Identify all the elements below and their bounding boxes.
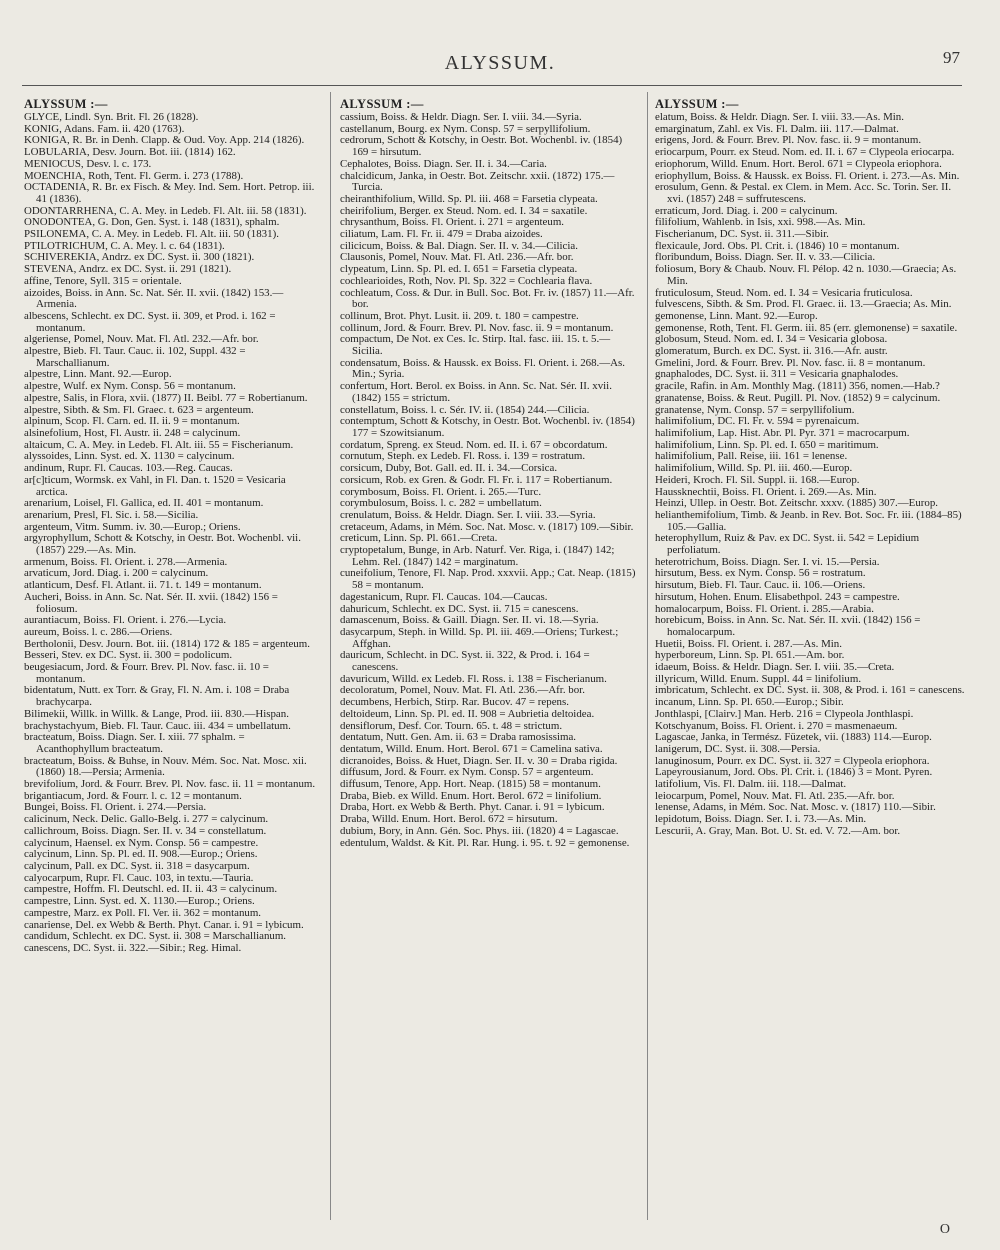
index-entry: brachystachyum, Bieb. Fl. Taur. Cauc. iii. 434 = umbellatum.	[24, 719, 291, 732]
index-entry: argenteum, Vitm. Summ. iv. 30.—Europ.; Oriens.	[24, 520, 241, 533]
index-entry: Clausonis, Pomel, Nouv. Mat. Fl. Atl. 236.—Afr. bor.	[340, 251, 574, 264]
index-entry: cretaceum, Adams, in Mém. Soc. Nat. Mosc. v. (1817) 109.—Sibir.	[340, 520, 634, 533]
index-entry: canescens, DC. Syst. ii. 322.—Sibir.; Reg. Himal.	[24, 941, 242, 954]
index-entry: ONODONTEA, G. Don, Gen. Syst. i. 148 (1831), sphalm.	[24, 216, 280, 229]
index-entry: heterotrichum, Boiss. Diagn. Ser. I. vi. 15.—Persia.	[655, 555, 880, 568]
index-entry: Bilimekii, Willk. in Willk. & Lange, Prod. iii. 830.—Hispan.	[24, 707, 289, 720]
page-header	[0, 0, 1000, 86]
index-entry: campestre, Hoffm. Fl. Deutschl. ed. II. ii. 43 = calycinum.	[24, 883, 278, 896]
index-entry: ciliatum, Lam. Fl. Fr. ii. 479 = Draba aizoides.	[340, 228, 543, 241]
index-entry: homalocarpum, Boiss. Fl. Orient. i. 285.—Arabia.	[655, 602, 874, 615]
index-entry: erraticum, Jord. Diag. i. 200 = calycinum.	[655, 204, 838, 217]
index-entry: halimifolium, Lap. Hist. Abr. Pl. Pyr. 371 = macrocarpum.	[655, 426, 910, 439]
index-entry: MOENCHIA, Roth, Tent. Fl. Germ. i. 273 (1788).	[24, 169, 244, 182]
index-entry: lenense, Adams, in Mém. Soc. Nat. Mosc. v. (1817) 110.—Sibir.	[655, 801, 936, 814]
index-entry: cuneifolium, Tenore, Fl. Nap. Prod. xxxvii. App.; Cat. Neap. (1815) 58 = montanum.	[340, 567, 636, 592]
index-entry: corsicum, Duby, Bot. Gall. ed. II. i. 34.—Corsica.	[340, 462, 558, 475]
index-entry: crenulatum, Boiss. & Heldr. Diagn. Ser. I. viii. 33.—Syria.	[340, 508, 596, 521]
index-entry: SCHIVEREKIA, Andrz. ex DC. Syst. ii. 300 (1821).	[24, 251, 255, 264]
index-entry: campestre, Linn. Syst. ed. X. 1130.—Europ.; Oriens.	[24, 895, 255, 908]
index-entry: lanigerum, DC. Syst. ii. 308.—Persia.	[655, 742, 821, 755]
index-entry: Lagascae, Janka, in Termész. Füzetek, vii. (1883) 114.—Europ.	[655, 731, 932, 744]
index-entry: heterophyllum, Ruiz & Pav. ex DC. Syst. ii. 542 = Lepidium perfoliatum.	[655, 532, 920, 557]
index-entry: leiocarpum, Pomel, Nouv. Mat. Fl. Atl. 235.—Afr. bor.	[655, 789, 895, 802]
index-entry: Gmelini, Jord. & Fourr. Brev. Pl. Nov. fasc. ii. 8 = montanum.	[655, 356, 926, 369]
index-entry: alyssoides, Linn. Syst. ed. X. 1130 = calycinum.	[24, 450, 235, 463]
index-entry: latifolium, Vis. Fl. Dalm. iii. 118.—Dalmat.	[655, 778, 847, 791]
index-entry: campestre, Marz. ex Poll. Fl. Ver. ii. 362 = montanum.	[24, 906, 262, 919]
index-entry: Cephalotes, Boiss. Diagn. Ser. II. i. 34.—Caria.	[340, 157, 547, 170]
index-entry: edentulum, Waldst. & Kit. Pl. Rar. Hung. i. 95. t. 92 = gemonense.	[340, 836, 630, 849]
index-entry: gemonense, Linn. Mant. 92.—Europ.	[655, 309, 818, 322]
column-heading: ALYSSUM :—	[655, 97, 739, 111]
column-heading: ALYSSUM :—	[340, 97, 424, 111]
index-entry: cochlearioides, Roth, Nov. Pl. Sp. 322 = Cochlearia flava.	[340, 274, 593, 287]
index-entry: Jonthlaspi, [Clairv.] Man. Herb. 216 = Clypeola Jonthlaspi.	[655, 707, 914, 720]
header-rule	[22, 85, 962, 86]
index-entry: imbricatum, Schlecht. ex DC. Syst. ii. 308, & Prod. i. 161 = canescens.	[655, 684, 965, 697]
index-entry: erigens, Jord. & Fourr. Brev. Pl. Nov. fasc. ii. 9 = montanum.	[655, 134, 922, 147]
index-entry: confertum, Hort. Berol. ex Boiss. in Ann. Sc. Nat. Sér. II. xvii. (1842) 155 = strictum.	[340, 380, 612, 404]
index-entry: GLYCE, Lindl. Syn. Brit. Fl. 26 (1828).	[24, 111, 199, 123]
index-entry: filifolium, Wahlenb. in Isis, xxi. 998.—As. Min.	[655, 216, 866, 229]
index-entry: gracile, Rafin. in Am. Monthly Mag. (1811) 356, nomen.—Hab.?	[655, 380, 940, 393]
index-entry: gemonense, Roth, Tent. Fl. Germ. iii. 85 (err. glemonense) = saxatile.	[655, 321, 958, 334]
index-entry: hyperboreum, Linn. Sp. Pl. 651.—Am. bor.	[655, 649, 845, 662]
index-entry: callichroum, Boiss. Diagn. Ser. II. v. 34 = constellatum.	[24, 824, 267, 837]
index-entry: Fischerianum, DC. Syst. ii. 311.—Sibir.	[655, 228, 829, 241]
index-entry: granatense, Nym. Consp. 57 = serpyllifolium.	[655, 403, 855, 416]
index-entry: globosum, Steud. Nom. ed. I. 34 = Vesicaria globosa.	[655, 333, 888, 346]
index-entry: hirsutum, Hohen. Enum. Elisabethpol. 243 = campestre.	[655, 590, 900, 603]
index-entry: aizoides, Boiss. in Ann. Sc. Nat. Sér. II. xvii. (1842) 153.—Armenia.	[24, 286, 284, 311]
index-entry: decoloratum, Pomel, Nouv. Mat. Fl. Atl. 236.—Afr. bor.	[340, 684, 585, 697]
index-entry: collinum, Brot. Phyt. Lusit. ii. 209. t. 180 = campestre.	[340, 309, 579, 322]
index-entry: hirsutum, Bess. ex Nym. Consp. 56 = rostratum.	[655, 567, 866, 580]
index-entry: glomeratum, Burch. ex DC. Syst. ii. 316.—Afr. austr.	[655, 345, 888, 358]
index-entry: hirsutum, Bieb. Fl. Taur. Cauc. ii. 106.—Oriens.	[655, 579, 866, 592]
index-entry: cryptopetalum, Bunge, in Arb. Naturf. Ver. Riga, i. (1847) 142; Lehm. Rel. (1847) 142 = marginatum.	[340, 544, 615, 568]
index-entry: Besseri, Stev. ex DC. Syst. ii. 300 = podolicum.	[24, 649, 233, 662]
index-entry: cassium, Boiss. & Heldr. Diagn. Ser. I. viii. 34.—Syria.	[340, 111, 582, 123]
index-entry: Draba, Willd. Enum. Hort. Berol. 672 = hirsutum.	[340, 813, 558, 826]
index-entry: dentatum, Willd. Enum. Hort. Berol. 671 = Camelina sativa.	[340, 742, 603, 755]
index-entry: armenum, Boiss. Fl. Orient. i. 278.—Armenia.	[24, 555, 228, 568]
index-entry: Haussknechtii, Boiss. Fl. Orient. i. 269.—As. Min.	[655, 485, 877, 498]
index-entry: candidum, Schlecht. ex DC. Syst. ii. 308 = Marschallianum.	[24, 930, 287, 943]
index-entry: floribundum, Boiss. Diagn. Ser. II. v. 33.—Cilicia.	[655, 251, 876, 264]
column-divider	[647, 92, 648, 1220]
index-entry: chalcidicum, Janka, in Oestr. Bot. Zeitschr. xxii. (1872) 175.—Turcia.	[340, 169, 615, 194]
index-entry: cilicicum, Boiss. & Bal. Diagn. Ser. II. v. 34.—Cilicia.	[340, 239, 578, 252]
page-number: 97	[943, 48, 960, 67]
index-entry: lanuginosum, Pourr. ex DC. Syst. ii. 327 = Clypeola eriophora.	[655, 754, 930, 767]
index-entry: calycinum, Linn. Sp. Pl. ed. II. 908.—Europ.; Oriens.	[24, 848, 258, 861]
index-entry: damascenum, Boiss. & Gaill. Diagn. Ser. II. vi. 18.—Syria.	[340, 614, 599, 627]
index-entry: arvaticum, Jord. Diag. i. 200 = calycinum.	[24, 567, 209, 580]
index-entry: cheiranthifolium, Willd. Sp. Pl. iii. 468 = Farsetia clypeata.	[340, 192, 598, 205]
index-entry: eriophorum, Willd. Enum. Hort. Berol. 671 = Clypeola eriophora.	[655, 157, 942, 170]
index-entry: OCTADENIA, R. Br. ex Fisch. & Mey. Ind. Sem. Hort. Petrop. iii. 41 (1836).	[24, 181, 315, 205]
index-entry: eriocarpum, Pourr. ex Steud. Nom. ed. II. i. 67 = Clypeola eriocarpa.	[655, 146, 955, 159]
index-entry: ar[c]ticum, Wormsk. ex Vahl, in Fl. Dan. t. 1520 = Vesicaria arctica.	[24, 473, 286, 498]
column-3	[655, 97, 965, 1242]
index-entry: dasycarpum, Steph. in Willd. Sp. Pl. iii. 469.—Oriens; Turkest.; Affghan.	[340, 625, 619, 650]
index-entry: alpestre, Sibth. & Sm. Fl. Graec. t. 623 = argenteum.	[24, 403, 254, 416]
index-entry: argyrophyllum, Schott & Kotschy, in Oestr. Bot. Wochenbl. vii. (1857) 229.—As. Min.	[24, 532, 301, 557]
index-entry: horebicum, Boiss. in Ann. Sc. Nat. Sér. II. xvii. (1842) 156 = homalocarpum.	[655, 614, 921, 638]
index-entry: clypeatum, Linn. Sp. Pl. ed. I. 651 = Farsetia clypeata.	[340, 263, 578, 276]
index-entry: illyricum, Willd. Enum. Suppl. 44 = linifolium.	[655, 672, 862, 685]
index-entry: Aucheri, Boiss. in Ann. Sc. Nat. Sér. II. xvii. (1842) 156 = foliosum.	[24, 590, 278, 615]
index-entry: cheirifolium, Berger. ex Steud. Nom. ed. I. 34 = saxatile.	[340, 204, 588, 217]
index-entry: alsinefolium, Host, Fl. Austr. ii. 248 = calycinum.	[24, 426, 241, 439]
index-entry: arenarium, Presl, Fl. Sic. i. 58.—Sicilia.	[24, 508, 199, 521]
index-entry: dauricum, Schlecht. in DC. Syst. ii. 322, & Prod. i. 164 = canescens.	[340, 649, 590, 674]
index-entry: MENIOCUS, Desv. l. c. 173.	[24, 157, 152, 170]
index-entry: castellanum, Bourg. ex Nym. Consp. 57 = serpyllifolium.	[340, 122, 591, 135]
index-entry: dubium, Bory, in Ann. Gén. Soc. Phys. iii. (1820) 4 = Lagascae.	[340, 824, 619, 837]
index-entry: alpinum, Scop. Fl. Carn. ed. II. ii. 9 = montanum.	[24, 415, 240, 428]
index-entry: collinum, Jord. & Fourr. Brev. Pl. Nov. fasc. ii. 9 = montanum.	[340, 321, 614, 334]
index-entry: corsicum, Rob. ex Gren. & Godr. Fl. Fr. i. 117 = Robertianum.	[340, 473, 613, 486]
index-entry: albescens, Schlecht. ex DC. Syst. ii. 309, et Prod. i. 162 = montanum.	[24, 309, 276, 334]
index-entry: bracteatum, Boiss. & Buhse, in Nouv. Mém. Soc. Nat. Mosc. xii. (1860) 18.—Persia; Armenia.	[24, 754, 307, 779]
index-entry: Bungei, Boiss. Fl. Orient. i. 274.—Persia.	[24, 801, 207, 814]
index-entry: chrysanthum, Boiss. Fl. Orient. i. 271 = argenteum.	[340, 216, 565, 229]
index-entry: alpestre, Linn. Mant. 92.—Europ.	[24, 368, 172, 381]
index-entry: Kotschyanum, Boiss. Fl. Orient. i. 270 = masmenaeum.	[655, 719, 898, 732]
index-entry: aurantiacum, Boiss. Fl. Orient. i. 276.—Lycia.	[24, 614, 227, 627]
index-entry: halimifolium, DC. Fl. Fr. v. 594 = pyrenaicum.	[655, 415, 860, 428]
index-entry: KONIG, Adans. Fam. ii. 420 (1763).	[24, 122, 185, 135]
index-entry: contemptum, Schott & Kotschy, in Oestr. Bot. Wochenbl. iv. (1854) 177 = Szowitsianum.	[340, 415, 635, 439]
index-entry: Heinzi, Ullep. in Oestr. Bot. Zeitschr. xxxv. (1885) 307.—Europ.	[655, 497, 939, 510]
index-entry: PSILONEMA, C. A. Mey. in Ledeb. Fl. Alt. iii. 50 (1831).	[24, 228, 279, 241]
index-entry: Bertholonii, Desv. Journ. Bot. iii. (1814) 172 & 185 = argenteum.	[24, 637, 310, 650]
running-title: ALYSSUM.	[444, 52, 556, 74]
index-entry: affine, Tenore, Syll. 315 = orientale.	[24, 274, 182, 287]
index-entry: cornutum, Steph. ex Ledeb. Fl. Ross. i. 139 = rostratum.	[340, 450, 586, 463]
column-heading: ALYSSUM :—	[24, 97, 108, 111]
index-entry: cordatum, Spreng. ex Steud. Nom. ed. II. i. 67 = obcordatum.	[340, 438, 608, 451]
index-entry: bidentatum, Nutt. ex Torr. & Gray, Fl. N. Am. i. 108 = Draba brachycarpa.	[24, 684, 290, 709]
index-entry: gnaphalodes, DC. Syst. ii. 311 = Vesicaria gnaphalodes.	[655, 368, 899, 381]
index-entry: halimifolium, Pall. Reise, iii. 161 = lenense.	[655, 450, 848, 463]
index-entry: brevifolium, Jord. & Fourr. Brev. Pl. Nov. fasc. ii. 11 = montanum.	[24, 778, 316, 791]
index-entry: condensatum, Boiss. & Haussk. ex Boiss. Fl. Orient. i. 268.—As. Min.; Syria.	[340, 356, 625, 381]
index-entry: arenarium, Loisel, Fl. Gallica, ed. II. 401 = montanum.	[24, 497, 264, 510]
entry-list	[655, 112, 965, 838]
index-entry: Draba, Hort. ex Webb & Berth. Phyt. Canar. i. 91 = lybicum.	[340, 801, 605, 814]
index-entry: alpestre, Bieb. Fl. Taur. Cauc. ii. 102, Suppl. 432 = Marschallianum.	[24, 345, 246, 369]
index-entry: dentatum, Nutt. Gen. Am. ii. 63 = Draba ramosissima.	[340, 731, 577, 744]
column-1	[24, 97, 318, 1242]
index-entry: granatense, Boiss. & Reut. Pugill. Pl. Nov. (1852) 9 = calycinum.	[655, 391, 941, 404]
index-entry: erosulum, Genn. & Pestal. ex Clem. in Mem. Acc. Sc. Torin. Ser. II. xvi. (1857) 248 = suffrutescens.	[655, 181, 952, 205]
index-entry: KONIGA, R. Br. in Denh. Clapp. & Oud. Voy. App. 214 (1826).	[24, 134, 305, 147]
index-entry: beugesiacum, Jord. & Fourr. Brev. Pl. Nov. fasc. ii. 10 = montanum.	[24, 661, 269, 685]
index-entry: corymbosum, Boiss. Fl. Orient. i. 265.—Turc.	[340, 485, 542, 498]
index-entry: foliosum, Bory & Chaub. Nouv. Fl. Pélop. 42 n. 1030.—Graecia; As. Min.	[655, 263, 957, 287]
index-entry: algeriense, Pomel, Nouv. Mat. Fl. Atl. 232.—Afr. bor.	[24, 333, 259, 346]
index-entry: andinum, Rupr. Fl. Caucas. 103.—Reg. Caucas.	[24, 462, 233, 475]
index-entry: diffusum, Jord. & Fourr. ex Nym. Consp. 57 = argenteum.	[340, 766, 594, 779]
index-entry: cedrorum, Schott & Kotschy, in Oestr. Bot. Wochenbl. iv. (1854) 169 = hirsutum.	[340, 134, 623, 159]
index-entry: helianthemifolium, Timb. & Jeanb. in Rev. Bot. Soc. Fr. iii. (1884–85) 105.—Gallia.	[655, 508, 962, 533]
entry-list	[24, 112, 318, 955]
column-2	[340, 97, 638, 1242]
index-entry: Draba, Bieb. ex Willd. Enum. Hort. Berol. 672 = linifolium.	[340, 789, 602, 802]
signature-mark: O	[939, 1222, 950, 1237]
index-entry: ODONTARRHENA, C. A. Mey. in Ledeb. Fl. Alt. iii. 58 (1831).	[24, 204, 307, 217]
index-entry: dagestanicum, Rupr. Fl. Caucas. 104.—Caucas.	[340, 590, 548, 603]
index-entry: decumbens, Herbich, Stirp. Rar. Bucov. 47 = repens.	[340, 696, 569, 709]
column-divider	[330, 92, 331, 1220]
index-entry: aureum, Boiss. l. c. 286.—Oriens.	[24, 625, 173, 638]
index-entry: calyocarpum, Rupr. Fl. Cauc. 103, in textu.—Tauria.	[24, 871, 254, 884]
index-entry: emarginatum, Zahl. ex Vis. Fl. Dalm. iii. 117.—Dalmat.	[655, 122, 899, 135]
index-entry: densiflorum, Desf. Cor. Tourn. 65. t. 48 = strictum.	[340, 719, 563, 732]
index-entry: halimifolium, Linn. Sp. Pl. ed. I. 650 = maritimum.	[655, 438, 879, 451]
index-entry: Huetii, Boiss. Fl. Orient. i. 287.—As. Min.	[655, 637, 842, 650]
index-entry: dicranoides, Boiss. & Huet, Diagn. Ser. II. v. 30 = Draba rigida.	[340, 754, 618, 767]
index-entry: incanum, Linn. Sp. Pl. 650.—Europ.; Sibir.	[655, 696, 844, 709]
index-entry: cochleatum, Coss. & Dur. in Bull. Soc. Bot. Fr. iv. (1857) 11.—Afr. bor.	[340, 286, 635, 311]
index-entry: deltoideum, Linn. Sp. Pl. ed. II. 908 = Aubrietia deltoidea.	[340, 707, 595, 720]
index-entry: flexicaule, Jord. Obs. Pl. Crit. i. (1846) 10 = montanum.	[655, 239, 900, 252]
index-entry: STEVENA, Andrz. ex DC. Syst. ii. 291 (1821).	[24, 263, 232, 276]
index-entry: dahuricum, Schlecht. ex DC. Syst. ii. 715 = canescens.	[340, 602, 579, 615]
index-entry: Heideri, Kroch. Fl. Sil. Suppl. ii. 168.—Europ.	[655, 473, 860, 486]
index-entry: fruticulosum, Steud. Nom. ed. I. 34 = Vesicaria fruticulosa.	[655, 286, 913, 299]
index-entry: constellatum, Boiss. l. c. Sér. IV. ii. (1854) 244.—Cilicia.	[340, 403, 590, 416]
index-entry: calycinum, Pall. ex DC. Syst. ii. 318 = dasycarpum.	[24, 860, 250, 872]
index-entry: creticum, Linn. Sp. Pl. 661.—Creta.	[340, 532, 498, 545]
index-entry: altaicum, C. A. Mey. in Ledeb. Fl. Alt. iii. 55 = Fischerianum.	[24, 438, 294, 451]
index-entry: canariense, Del. ex Webb & Berth. Phyt. Canar. i. 91 = lybicum.	[24, 918, 304, 931]
index-entry: calycinum, Haensel. ex Nym. Consp. 56 = campestre.	[24, 836, 259, 849]
index-entry: davuricum, Willd. ex Ledeb. Fl. Ross. i. 138 = Fischerianum.	[340, 672, 607, 685]
index-entry: PTILOTRICHUM, C. A. Mey. l. c. 64 (1831).	[24, 239, 225, 252]
index-entry: lepidotum, Boiss. Diagn. Ser. I. i. 73.—As. Min.	[655, 813, 867, 826]
index-entry: compactum, De Not. ex Ces. Ic. Stirp. Ital. fasc. iii. 15. t. 5.—Sicilia.	[340, 333, 611, 358]
index-entry: fulvescens, Sibth. & Sm. Prod. Fl. Graec. ii. 13.—Graecia; As. Min.	[655, 298, 952, 311]
index-entry: idaeum, Boiss. & Heldr. Diagn. Ser. I. viii. 35.—Creta.	[655, 661, 895, 674]
index-entry: diffusum, Tenore, App. Hort. Neap. (1815) 58 = montanum.	[340, 778, 601, 791]
index-entry: alpestre, Wulf. ex Nym. Consp. 56 = montanum.	[24, 380, 236, 393]
index-entry: LOBULARIA, Desv. Journ. Bot. iii. (1814) 162.	[24, 146, 236, 159]
index-entry: alpestre, Salis, in Flora, xvii. (1877) II. Beibl. 77 = Robertianum.	[24, 391, 308, 404]
index-entry: brigantiacum, Jord. & Fourr. l. c. 12 = montanum.	[24, 789, 242, 802]
index-entry: Lapeyrousianum, Jord. Obs. Pl. Crit. i. (1846) 3 = Mont. Pyren.	[655, 766, 933, 779]
index-entry: bracteatum, Boiss. Diagn. Ser. I. xiii. 77 sphalm. = Acanthophyllum bracteatum.	[24, 731, 245, 755]
index-entry: elatum, Boiss. & Heldr. Diagn. Ser. I. viii. 33.—As. Min.	[655, 111, 904, 123]
index-entry: halimifolium, Willd. Sp. Pl. iii. 460.—Europ.	[655, 462, 853, 475]
index-entry: eriophyllum, Boiss. & Haussk. ex Boiss. Fl. Orient. i. 273.—As. Min.	[655, 169, 960, 182]
index-entry: corymbulosum, Boiss. l. c. 282 = umbellatum.	[340, 497, 542, 510]
entry-list	[340, 112, 638, 849]
index-entry: atlanticum, Desf. Fl. Atlant. ii. 71. t. 149 = montanum.	[24, 579, 262, 592]
index-entry: calicinum, Neck. Delic. Gallo-Belg. i. 277 = calycinum.	[24, 813, 269, 826]
index-entry: Lescurii, A. Gray, Man. Bot. U. St. ed. V. 72.—Am. bor.	[655, 824, 901, 837]
